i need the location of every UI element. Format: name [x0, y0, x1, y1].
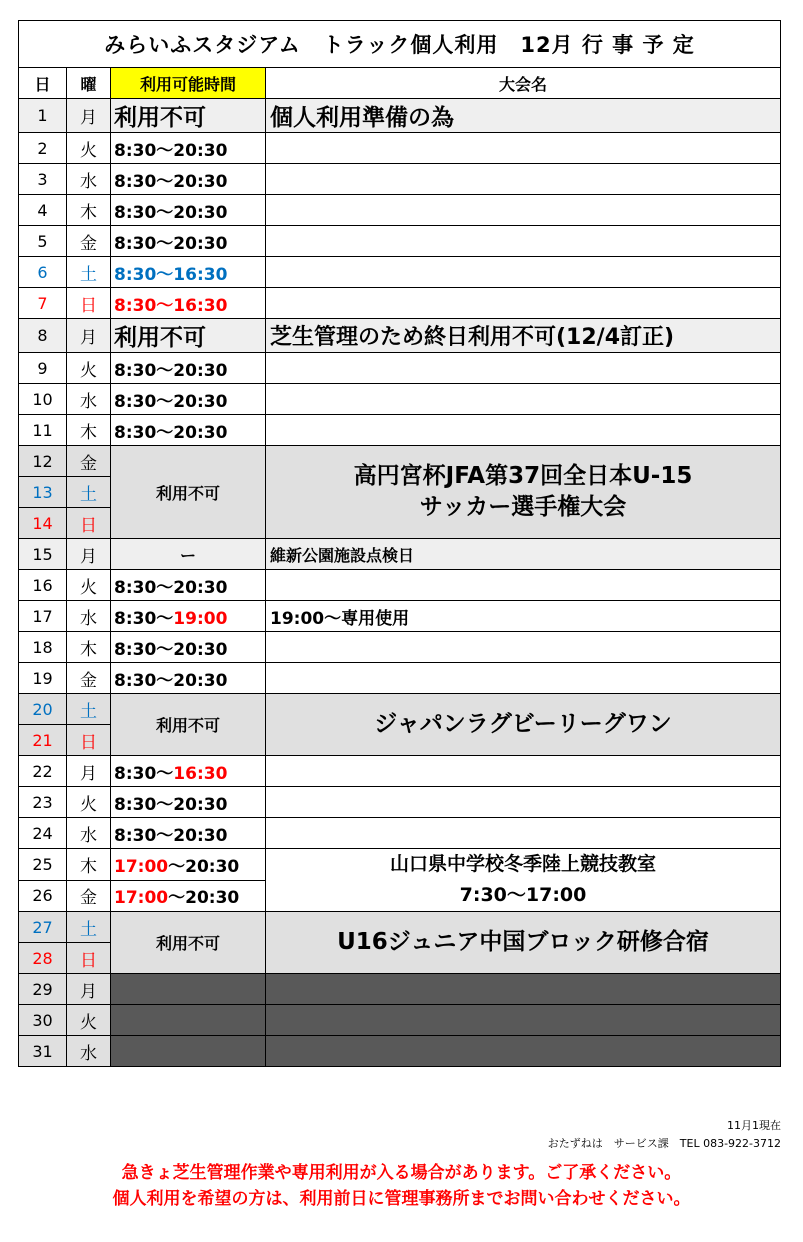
day-cell: 26 [19, 880, 67, 912]
dow-cell: 月 [67, 319, 111, 353]
table-row [19, 1005, 781, 1036]
time-cell: 利用不可 [111, 99, 266, 133]
dow-cell: 日 [67, 943, 111, 974]
day-cell: 16 [19, 570, 67, 601]
event-cell [266, 787, 781, 818]
header-dow: 曜 [67, 68, 111, 99]
time-cell: 8:30〜20:30 [111, 663, 266, 694]
day-cell: 27 [19, 912, 67, 943]
event-cell [266, 353, 781, 384]
time-start: 17:00 [114, 856, 169, 877]
day-cell: 25 [19, 849, 67, 881]
table-row [19, 694, 781, 725]
event-cell [266, 226, 781, 257]
dow-cell: 土 [67, 912, 111, 943]
day-cell: 24 [19, 818, 67, 849]
event-line-1: 山口県中学校冬季陸上競技教室 [390, 853, 657, 875]
event-cell: 個人利用準備の為 [266, 99, 781, 133]
dow-cell: 木 [67, 632, 111, 663]
schedule-sheet [18, 20, 780, 1067]
time-cell: 8:30〜20:30 [111, 164, 266, 195]
time-cell: 8:30〜20:30 [111, 384, 266, 415]
table-row [19, 99, 781, 133]
day-cell: 19 [19, 663, 67, 694]
time-cell: 8:30〜20:30 [111, 133, 266, 164]
page-title: みらいふスタジアム トラック個人利用 12月 行 事 予 定 [19, 21, 781, 68]
time-end: 16:30 [173, 763, 228, 784]
time-cell: 8:30〜20:30 [111, 226, 266, 257]
table-row [19, 384, 781, 415]
dow-cell: 日 [67, 288, 111, 319]
table-row [19, 601, 781, 632]
dow-cell: 金 [67, 446, 111, 477]
dow-cell: 木 [67, 849, 111, 881]
dow-cell: 水 [67, 164, 111, 195]
day-cell: 31 [19, 1036, 67, 1067]
event-cell [266, 446, 781, 539]
dow-cell: 木 [67, 415, 111, 446]
time-start: 8:30〜 [114, 608, 174, 629]
dow-cell: 月 [67, 974, 111, 1005]
time-cell: 8:30〜20:30 [111, 415, 266, 446]
event-cell [266, 164, 781, 195]
event-cell: 芝生管理のため終日利用不可(12/4訂正) [266, 319, 781, 353]
table-row [19, 288, 781, 319]
table-row [19, 818, 781, 849]
table-row [19, 539, 781, 570]
dow-cell: 水 [67, 1036, 111, 1067]
day-cell: 23 [19, 787, 67, 818]
event-cell [266, 195, 781, 226]
event-cell [266, 632, 781, 663]
dow-cell: 月 [67, 756, 111, 787]
time-cell: 8:30〜20:30 [111, 787, 266, 818]
table-row [19, 756, 781, 787]
table-row [19, 164, 781, 195]
day-cell: 10 [19, 384, 67, 415]
header-event: 大会名 [266, 68, 781, 99]
table-row [19, 974, 781, 1005]
time-cell: 利用不可 [111, 694, 266, 756]
time-cell: 8:30〜16:30 [111, 288, 266, 319]
time-cell: 8:30〜16:30 [111, 257, 266, 288]
dow-cell: 金 [67, 663, 111, 694]
event-cell: 19:00〜専用使用 [266, 601, 781, 632]
table-row [19, 446, 781, 477]
dow-cell: 水 [67, 818, 111, 849]
dow-cell: 火 [67, 133, 111, 164]
time-cell: 8:30〜20:30 [111, 353, 266, 384]
dow-cell: 土 [67, 694, 111, 725]
event-cell [266, 849, 781, 912]
day-cell: 18 [19, 632, 67, 663]
table-row [19, 1036, 781, 1067]
event-cell [266, 663, 781, 694]
day-cell: 29 [19, 974, 67, 1005]
header-row [19, 68, 781, 99]
time-cell: 利用不可 [111, 319, 266, 353]
table-row [19, 415, 781, 446]
time-cell: ー [111, 539, 266, 570]
table-row [19, 663, 781, 694]
day-cell: 11 [19, 415, 67, 446]
dow-cell: 水 [67, 601, 111, 632]
table-row [19, 257, 781, 288]
time-cell [111, 849, 266, 881]
day-cell: 30 [19, 1005, 67, 1036]
day-cell: 14 [19, 508, 67, 539]
time-cell: 利用不可 [111, 446, 266, 539]
dow-cell: 木 [67, 195, 111, 226]
time-cell [111, 974, 266, 1005]
dow-cell: 月 [67, 539, 111, 570]
table-row [19, 133, 781, 164]
table-row [19, 353, 781, 384]
event-cell [266, 384, 781, 415]
notice [0, 1160, 803, 1212]
dow-cell: 金 [67, 226, 111, 257]
day-cell: 5 [19, 226, 67, 257]
event-cell [266, 288, 781, 319]
table-row [19, 226, 781, 257]
day-cell: 7 [19, 288, 67, 319]
table-row [19, 319, 781, 353]
time-cell [111, 880, 266, 912]
schedule-table [18, 20, 781, 1067]
dow-cell: 日 [67, 508, 111, 539]
time-end: 〜20:30 [168, 856, 240, 877]
table-row [19, 787, 781, 818]
time-cell: 8:30〜20:30 [111, 632, 266, 663]
time-cell [111, 1005, 266, 1036]
day-cell: 20 [19, 694, 67, 725]
day-cell: 1 [19, 99, 67, 133]
dow-cell: 日 [67, 725, 111, 756]
day-cell: 13 [19, 477, 67, 508]
dow-cell: 水 [67, 384, 111, 415]
dow-cell: 土 [67, 257, 111, 288]
time-start: 8:30〜 [114, 763, 174, 784]
contact-info: おたずねは サービス課 TEL 083-922-3712 [547, 1137, 781, 1150]
table-row [19, 632, 781, 663]
day-cell: 4 [19, 195, 67, 226]
day-cell: 12 [19, 446, 67, 477]
table-row [19, 849, 781, 881]
notice-line-2: 個人利用を希望の方は、利用前日に管理事務所までお問い合わせください。 [112, 1189, 691, 1209]
event-cell [266, 974, 781, 1005]
time-cell [111, 1036, 266, 1067]
time-cell: 8:30〜20:30 [111, 818, 266, 849]
event-cell: ジャパンラグビーリーグワン [266, 694, 781, 756]
time-end: 〜20:30 [168, 888, 240, 909]
time-cell: 利用不可 [111, 912, 266, 974]
time-cell [111, 601, 266, 632]
day-cell: 9 [19, 353, 67, 384]
day-cell: 21 [19, 725, 67, 756]
event-line-2: 7:30〜17:00 [459, 884, 587, 906]
dow-cell: 火 [67, 1005, 111, 1036]
day-cell: 15 [19, 539, 67, 570]
dow-cell: 土 [67, 477, 111, 508]
table-row [19, 912, 781, 943]
event-cell [266, 257, 781, 288]
day-cell: 3 [19, 164, 67, 195]
dow-cell: 火 [67, 787, 111, 818]
as-of-date: 11月1現在 [727, 1119, 781, 1132]
event-cell [266, 415, 781, 446]
notice-line-1: 急きょ芝生管理作業や専用利用が入る場合があります。ご了承ください。 [121, 1163, 682, 1183]
table-row [19, 570, 781, 601]
event-cell [266, 133, 781, 164]
time-cell [111, 756, 266, 787]
event-cell [266, 1036, 781, 1067]
event-cell: U16ジュニア中国ブロック研修合宿 [266, 912, 781, 974]
dow-cell: 火 [67, 570, 111, 601]
time-start: 17:00 [114, 888, 169, 909]
event-cell [266, 756, 781, 787]
event-line-1: 高円宮杯JFA第37回全日本U-15 [353, 463, 693, 489]
day-cell: 17 [19, 601, 67, 632]
day-cell: 22 [19, 756, 67, 787]
day-cell: 6 [19, 257, 67, 288]
header-time: 利用可能時間 [111, 68, 266, 99]
event-cell [266, 570, 781, 601]
table-row [19, 195, 781, 226]
dow-cell: 月 [67, 99, 111, 133]
time-cell: 8:30〜20:30 [111, 195, 266, 226]
event-cell [266, 1005, 781, 1036]
event-cell: 維新公園施設点検日 [266, 539, 781, 570]
time-cell: 8:30〜20:30 [111, 570, 266, 601]
dow-cell: 金 [67, 880, 111, 912]
event-cell [266, 818, 781, 849]
day-cell: 2 [19, 133, 67, 164]
dow-cell: 火 [67, 353, 111, 384]
header-day: 日 [19, 68, 67, 99]
event-line-2: サッカー選手権大会 [419, 494, 627, 520]
day-cell: 28 [19, 943, 67, 974]
day-cell: 8 [19, 319, 67, 353]
time-end: 19:00 [173, 608, 228, 629]
